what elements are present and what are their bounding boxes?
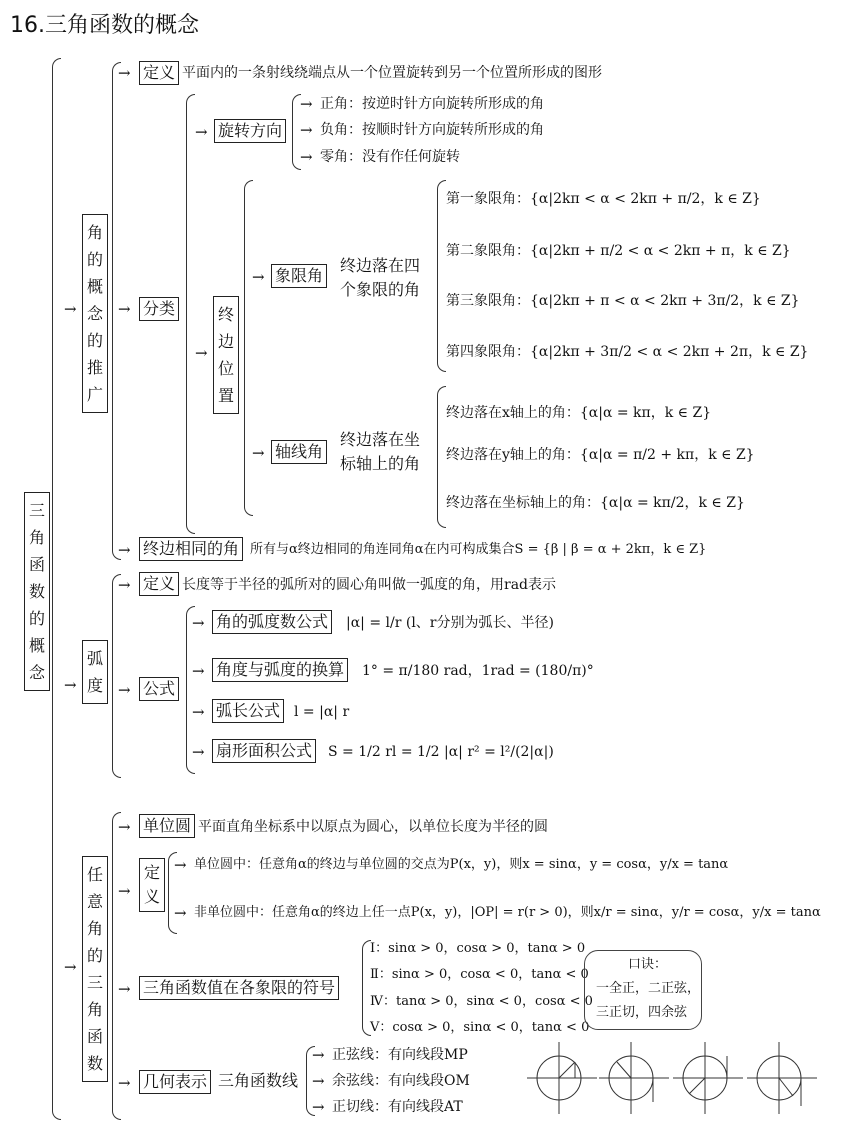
quadrant-item: 第一象限角：{α|2kπ < α < 2kπ + π/2，k ∈ Z}: [446, 191, 761, 207]
root-brace: [52, 58, 61, 1120]
quadrant-item: 第三象限角：{α|2kπ + π < α < 2kπ + 3π/2，k ∈ Z}: [446, 293, 800, 309]
coterminal-text: 所有与α终边相同的角连同角α在内可构成集合S = {β | β = α + 2kπ，k ∈ Z}: [250, 542, 707, 557]
geometry-item: 正切线：有向线段AT: [332, 1099, 463, 1115]
geometry-item: 正弦线：有向线段MP: [332, 1047, 468, 1063]
axis-desc: 终边落在坐标轴上的角: [340, 430, 421, 473]
quadrant-item: 第二象限角：{α|2kπ + π/2 < α < 2kπ + π，k ∈ Z}: [446, 243, 791, 259]
node-trig: 任意角的三角函数: [82, 856, 108, 1082]
node-axis-angle: 轴线角: [271, 440, 327, 464]
node-angle-concept: 角的概念的推广: [82, 214, 108, 413]
unit-circle-diagram: [527, 1042, 597, 1114]
rotation-item: 负角：按顺时针方向旋转所形成的角: [320, 122, 544, 138]
rotation-item: 零角：没有作任何旋转: [320, 149, 460, 165]
arrow-icon: →: [118, 882, 131, 900]
arrow-icon: →: [118, 541, 131, 559]
arrow-icon: →: [195, 344, 208, 362]
geometry-item: 余弦线：有向线段OM: [332, 1073, 470, 1089]
trig-line-diagrams: [525, 1036, 825, 1116]
page-title: 16.三角函数的概念: [10, 13, 199, 38]
classify-brace: [186, 94, 195, 534]
arrow-icon: →: [192, 743, 205, 761]
arrow-icon: →: [300, 121, 313, 139]
axis-item: 终边落在坐标轴上的角：{α|α = kπ/2，k ∈ Z}: [446, 495, 745, 511]
unit-circle-diagram: [673, 1042, 743, 1114]
arrow-icon: →: [118, 1074, 131, 1092]
arrow-icon: →: [192, 703, 205, 721]
axis-brace: [437, 386, 446, 528]
quadrant-brace: [437, 180, 446, 372]
arrow-icon: →: [118, 980, 131, 998]
node-formula-label: 弧长公式: [212, 699, 284, 723]
trig-def-item: 非单位圆中：任意角α的终边上任一点P(x，y)，|OP| = r(r > 0)，则x/r = sinα，y/r = cosα，y/x = tanα: [194, 905, 821, 920]
arrow-icon: →: [312, 1046, 325, 1064]
mnemonic-line: 一全正，二正弦，: [596, 981, 701, 996]
sign-item: Ⅱ：sinα > 0，cosα < 0，tanα < 0: [370, 967, 589, 982]
arrow-icon: →: [192, 662, 205, 680]
arrow-icon: →: [118, 64, 131, 82]
node-radian-definition: 定义: [139, 572, 179, 596]
node-formula-label: 角度与弧度的换算: [212, 658, 348, 682]
node-formula-label: 扇形面积公式: [212, 739, 316, 763]
unit-circle-text: 平面直角坐标系中以原点为圆心，以单位长度为半径的圆: [198, 819, 548, 835]
arrow-icon: →: [118, 300, 131, 318]
formula-text: l = |α| r: [294, 704, 350, 720]
radian-definition-text: 长度等于半径的弧所对的圆心角叫做一弧度的角，用rad表示: [182, 577, 556, 593]
axis-item: 终边落在y轴上的角：{α|α = π/2 + kπ，k ∈ Z}: [446, 447, 755, 463]
arrow-icon: →: [312, 1072, 325, 1090]
quadrant-item: 第四象限角：{α|2kπ + 3π/2 < α < 2kπ + 2π，k ∈ Z}: [446, 344, 809, 360]
geometry-sub: 三角函数线: [218, 1071, 299, 1090]
arrow-icon: →: [174, 856, 187, 874]
arrow-icon: →: [118, 818, 131, 836]
node-terminal-position: 终边位置: [213, 296, 239, 414]
arrow-icon: →: [192, 614, 205, 632]
arrow-icon: →: [300, 148, 313, 166]
arrow-icon: →: [300, 95, 313, 113]
sign-item: Ⅰ：sinα > 0，cosα > 0，tanα > 0: [370, 941, 586, 956]
arrow-icon: →: [118, 576, 131, 594]
sign-item: Ⅳ：tanα > 0，sinα < 0，cosα < 0: [370, 994, 593, 1009]
arrow-icon: →: [118, 681, 131, 699]
mnemonic-title: 口诀：: [628, 957, 668, 972]
node-formula-label: 角的弧度数公式: [212, 610, 332, 634]
node-formulas: 公式: [139, 677, 179, 701]
rotation-item: 正角：按逆时针方向旋转所形成的角: [320, 96, 544, 112]
arrow-icon: →: [64, 676, 77, 694]
unit-circle-diagram: [747, 1042, 817, 1114]
arrow-icon: →: [195, 123, 208, 141]
node-angle-definition: 定义: [139, 61, 179, 85]
node-quadrant-angle: 象限角: [271, 264, 327, 288]
arrow-icon: →: [174, 904, 187, 922]
root-node: 三角函数的概念: [24, 492, 50, 691]
formula-text: 1° = π/180 rad，1rad = (180/π)°: [362, 663, 594, 679]
formula-text: S = 1/2 rl = 1/2 |α| r² = l²/(2|α|): [328, 744, 554, 760]
node-classification: 分类: [139, 297, 179, 321]
node-coterminal: 终边相同的角: [139, 537, 243, 561]
trig-def-item: 单位圆中：任意角α的终边与单位圆的交点为P(x，y)，则x = sinα，y = cosα，y/x = tanα: [194, 857, 729, 872]
mnemonic-line: 三正切，四余弦: [596, 1005, 688, 1020]
axis-item: 终边落在x轴上的角：{α|α = kπ，k ∈ Z}: [446, 405, 712, 421]
node-trig-definition: 定义: [139, 858, 165, 912]
node-signs: 三角函数值在各象限的符号: [139, 976, 339, 1000]
node-geometry: 几何表示: [139, 1070, 211, 1094]
arrow-icon: →: [312, 1098, 325, 1116]
arrow-icon: →: [252, 268, 265, 286]
arrow-icon: →: [64, 300, 77, 318]
node-rotation: 旋转方向: [214, 119, 286, 143]
unit-circle-diagram: [599, 1042, 669, 1114]
terminal-brace: [244, 180, 253, 516]
arrow-icon: →: [64, 958, 77, 976]
node-unit-circle: 单位圆: [139, 814, 195, 838]
arrow-icon: →: [252, 444, 265, 462]
formula-text: |α| = l/r (l、r分别为弧长、半径): [346, 615, 554, 631]
angle-definition-text: 平面内的一条射线绕端点从一个位置旋转到另一个位置所形成的图形: [182, 65, 602, 81]
quadrant-desc: 终边落在四个象限的角: [340, 256, 421, 299]
node-radian: 弧度: [82, 640, 108, 704]
radian-brace: [112, 574, 121, 778]
sign-item: Ⅴ：cosα > 0，sinα < 0，tanα < 0: [370, 1020, 590, 1035]
